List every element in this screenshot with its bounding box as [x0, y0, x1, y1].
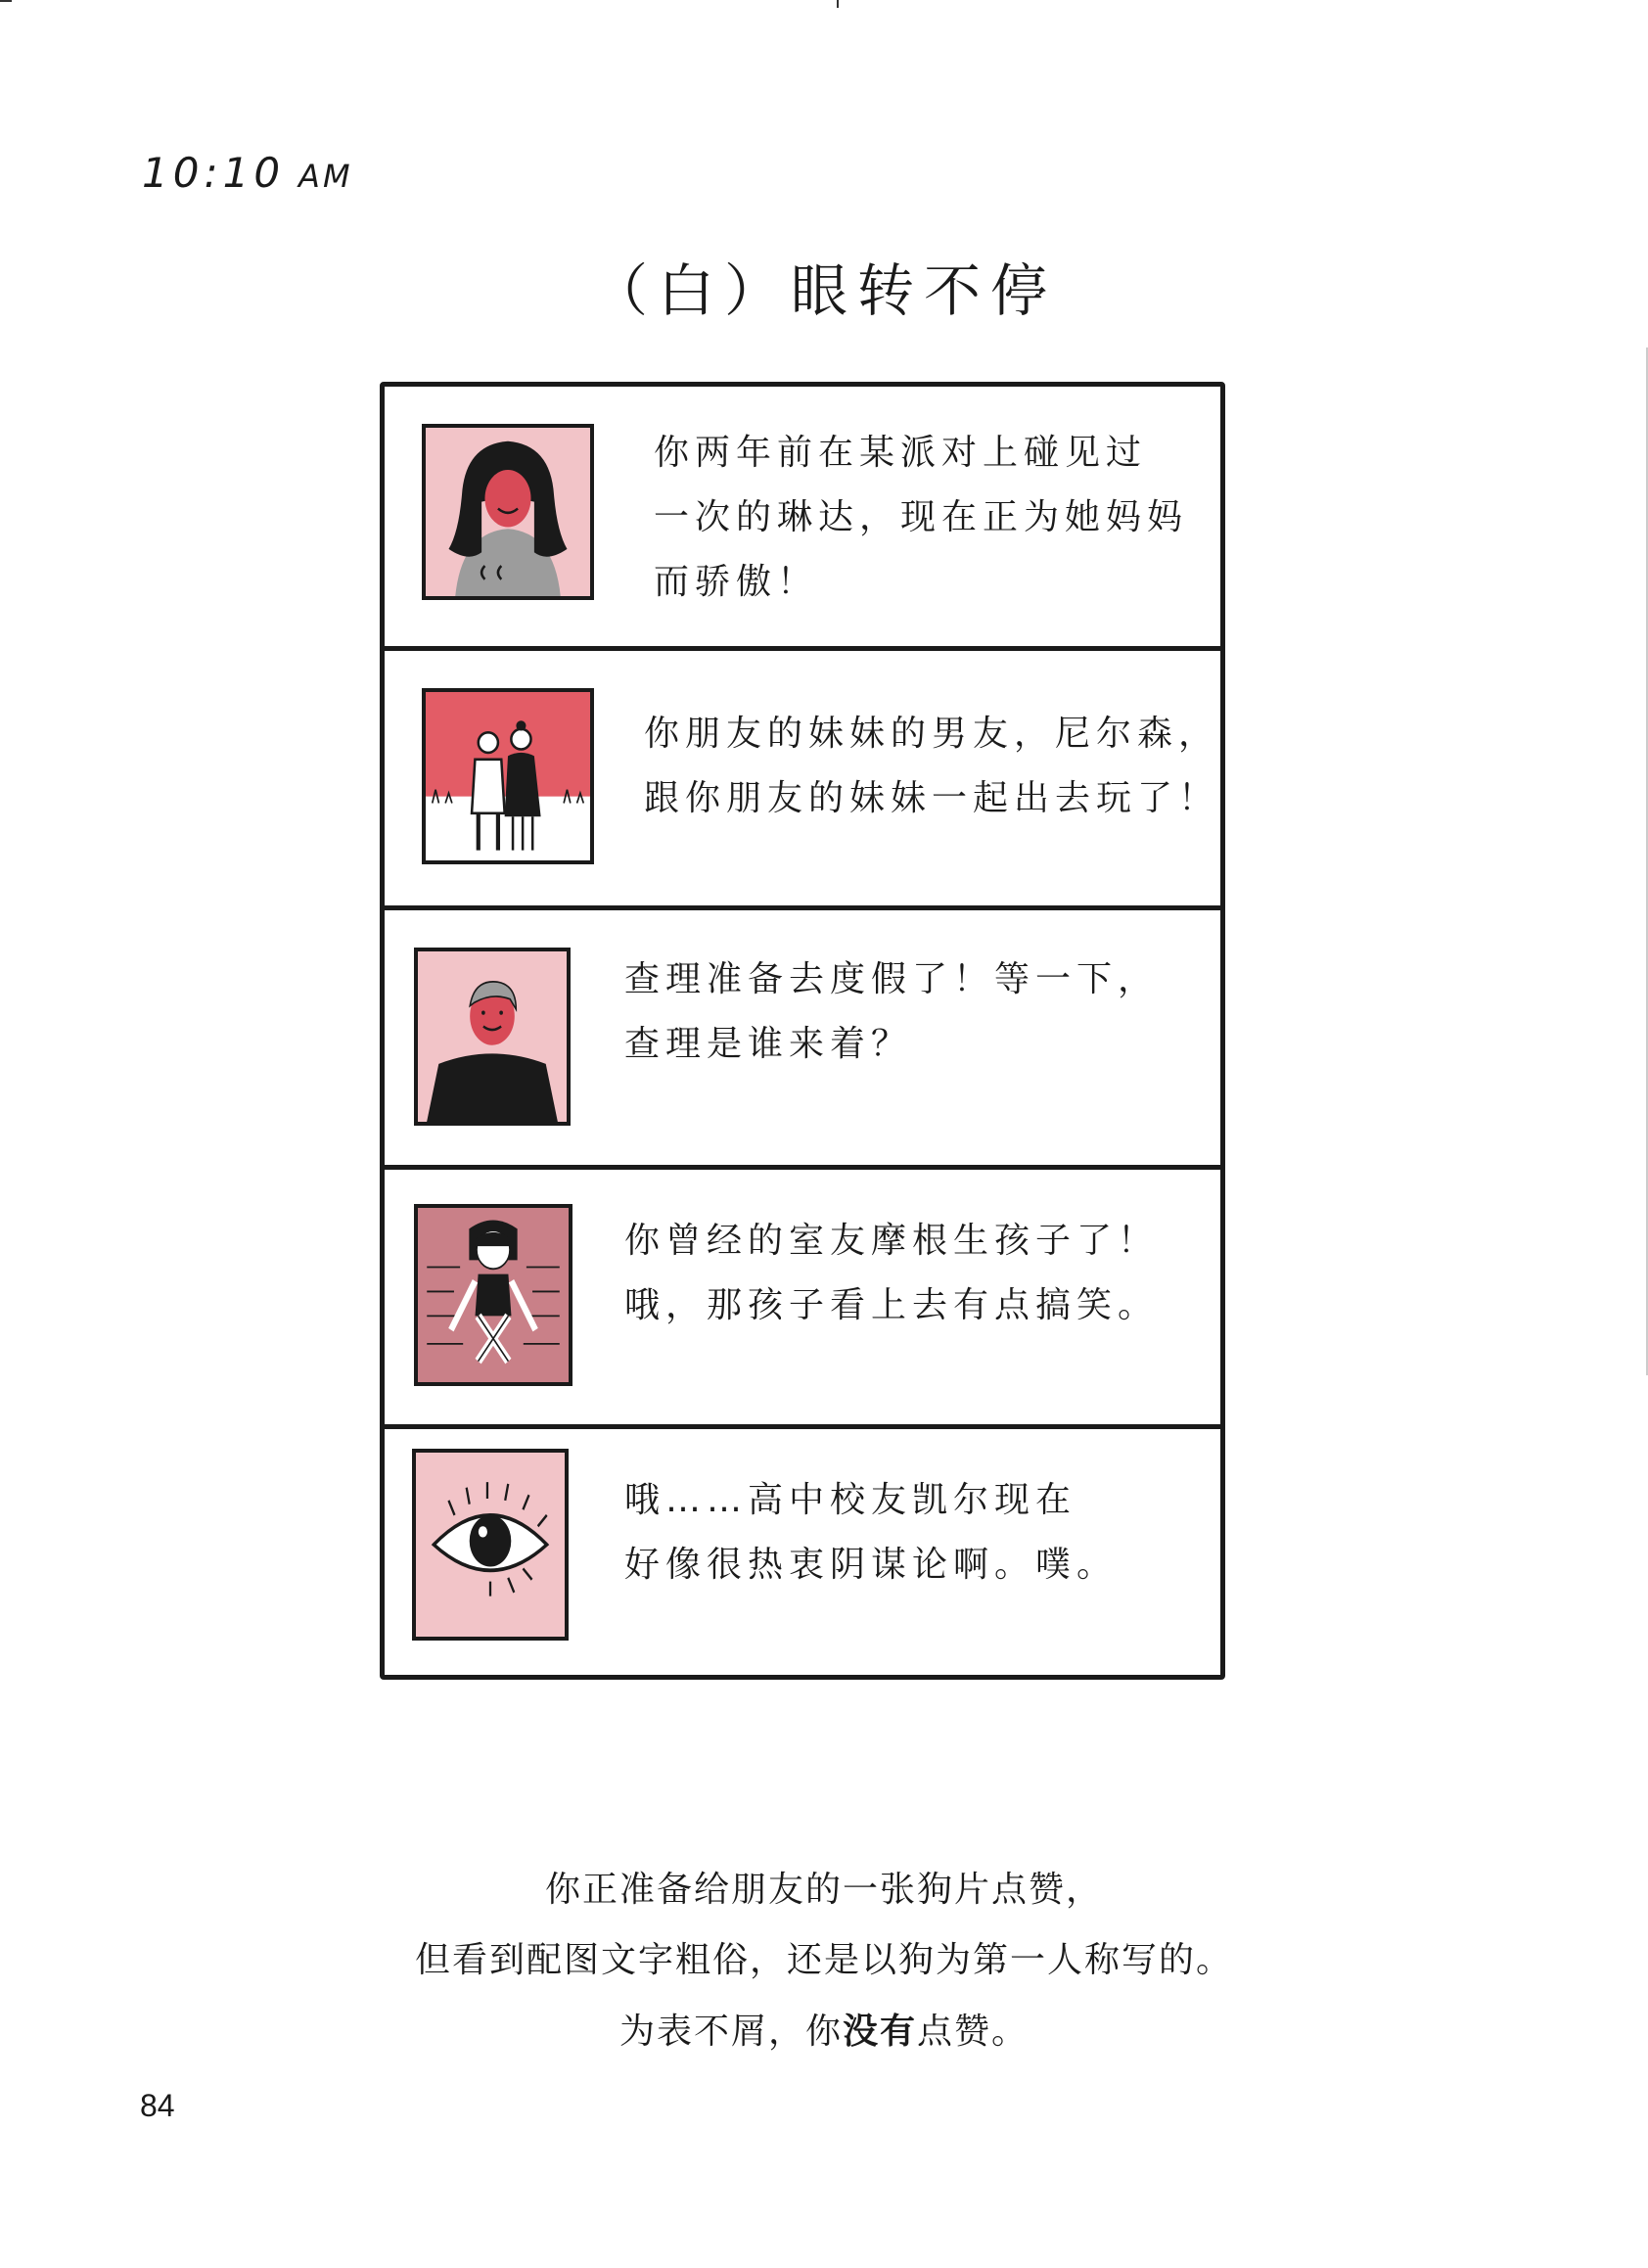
time-meridiem: AM — [298, 158, 353, 195]
narrative-line: 你正准备给朋友的一张狗片点赞， — [544, 1870, 1103, 1910]
feed-post[interactable] — [385, 905, 1220, 1165]
woman-portrait-icon — [422, 424, 594, 600]
post-caption: 你两年前在某派对上碰见过 一次的琳达，现在正为她妈妈 而骄傲！ — [654, 433, 1189, 602]
post-caption: 你曾经的室友摩根生孩子了！ 哦，那孩子看上去有点搞笑。 — [624, 1221, 1160, 1325]
feed-post[interactable] — [385, 387, 1220, 646]
post-caption: 你朋友的妹妹的男友，尼尔森， 跟你朋友的妹妹一起出去玩了！ — [644, 714, 1220, 818]
post-caption: 哦……高中校友凯尔现在 好像很热衷阴谋论啊。噗。 — [624, 1480, 1119, 1585]
page-number: 84 — [140, 2088, 175, 2123]
man-portrait-icon — [414, 948, 571, 1126]
crop-mark — [0, 0, 12, 2]
narrative-line: 为表不屑，你没有点赞。 — [618, 2011, 1030, 2052]
feed-post[interactable] — [385, 1424, 1220, 1675]
page-title: （白）眼转不停 — [590, 257, 1057, 324]
time-heading — [142, 149, 353, 197]
narrative-paragraph — [0, 1855, 1648, 2067]
feed-post[interactable] — [385, 1165, 1220, 1424]
post-caption: 查理准备去度假了！等一下， 查理是谁来着？ — [624, 959, 1160, 1064]
social-feed-panel — [380, 382, 1225, 1680]
girl-sitting-icon — [414, 1204, 572, 1386]
time-clock: 10:10 — [142, 149, 286, 197]
emphasis-text: 没有 — [842, 2011, 917, 2052]
couple-icon — [422, 688, 594, 864]
narrative-line: 但看到配图文字粗俗，还是以狗为第一人称写的。 — [414, 1940, 1233, 1980]
eye-icon — [412, 1449, 569, 1641]
feed-post[interactable] — [385, 646, 1220, 905]
crop-mark — [837, 0, 839, 8]
